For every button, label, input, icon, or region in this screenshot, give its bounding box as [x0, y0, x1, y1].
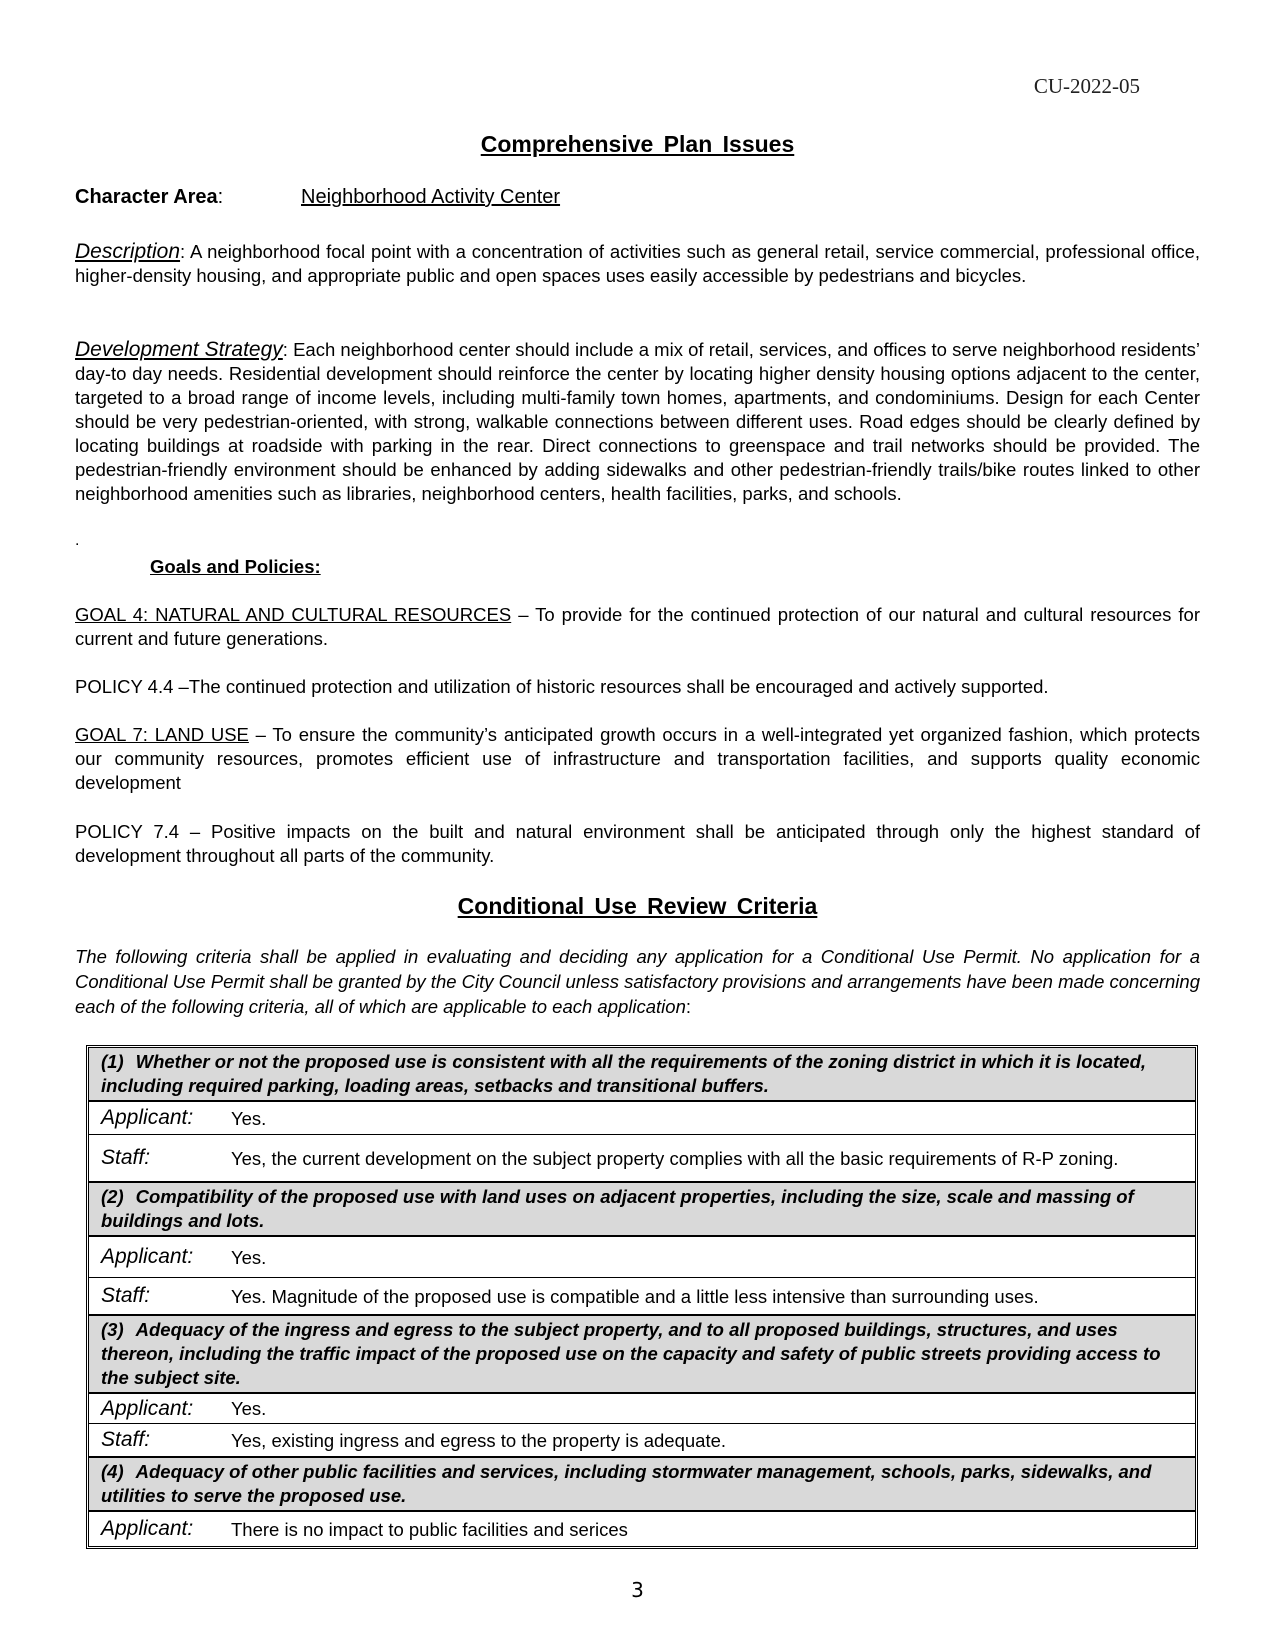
criterion-2-text: Compatibility of the proposed use with land uses on adjacent properties, including the size, scale and massing of buildings and lots. — [101, 1186, 1134, 1231]
criterion-1-number: (1) — [101, 1051, 124, 1072]
goal-7-title: GOAL 7: LAND USE — [75, 724, 249, 745]
criterion-1 — [89, 1048, 1195, 1183]
criterion-3-number: (3) — [101, 1319, 124, 1340]
criterion-3-title — [89, 1316, 1195, 1394]
goal-4-title: GOAL 4: NATURAL AND CULTURAL RESOURCES — [75, 604, 512, 625]
stray-dot: . — [75, 532, 80, 549]
applicant-response: Yes. — [231, 1107, 267, 1129]
applicant-label: Applicant: — [101, 1396, 194, 1420]
description-paragraph — [75, 240, 1200, 288]
description-label: Description — [75, 240, 181, 263]
applicant-response: Yes. — [231, 1398, 267, 1419]
staff-label: Staff: — [101, 1284, 151, 1307]
criterion-1-title — [89, 1048, 1195, 1102]
staff-label: Staff: — [101, 1428, 151, 1451]
criterion-3-applicant-row — [89, 1394, 1195, 1423]
policy-4-4: POLICY 4.4 –The continued protection and utilization of historic resources shall be encouraged and actively supported. — [75, 676, 1049, 697]
goal-4-paragraph — [75, 603, 1200, 651]
review-criteria-heading: Conditional Use Review Criteria — [457, 893, 818, 919]
criterion-4-title — [89, 1458, 1195, 1512]
criterion-1-applicant-row — [89, 1102, 1195, 1134]
criterion-2 — [89, 1183, 1195, 1316]
criterion-4-number: (4) — [101, 1461, 124, 1482]
case-number: CU-2022-05 — [1033, 74, 1140, 98]
applicant-label: Applicant: — [101, 1106, 194, 1129]
criterion-4-applicant-row — [89, 1512, 1195, 1546]
applicant-label: Applicant: — [101, 1517, 194, 1540]
criterion-2-title — [89, 1183, 1195, 1237]
criterion-2-applicant-row — [89, 1237, 1195, 1277]
goal-7-text: – To ensure the community’s anticipated growth occurs in a well-integrated yet organized fashion, which protects our community resources, promotes efficient use of infrastructure and transportation facilities, and supports quality economic development — [75, 724, 1200, 793]
applicant-response: Yes. — [231, 1246, 267, 1268]
criteria-table — [86, 1045, 1198, 1549]
policy-7-4: POLICY 7.4 – Positive impacts on the built and natural environment shall be anticipated through only the highest standard of development throughout all parts of the community. — [75, 821, 1200, 866]
criterion-3-text: Adequacy of the ingress and egress to the subject property, and to all proposed buildings, structures, and uses thereon, including the traffic impact of the proposed use on the capacity and safety of public streets providing access to the subject site. — [101, 1319, 1161, 1388]
staff-response: Yes, existing ingress and egress to the property is adequate. — [231, 1429, 727, 1451]
character-area — [75, 186, 561, 209]
intro-colon: : — [685, 996, 692, 1017]
development-strategy-label: Development Strategy — [75, 338, 283, 361]
applicant-response: There is no impact to public facilities and serices — [231, 1518, 628, 1540]
goals-policies-heading: Goals and Policies: — [150, 556, 321, 577]
character-area-colon: : — [217, 186, 224, 208]
criterion-1-staff-row — [89, 1134, 1195, 1181]
criterion-1-text: Whether or not the proposed use is consistent with all the requirements of the zoning district in which it is located, including required parking, loading areas, setbacks and transitional buffers. — [101, 1051, 1147, 1096]
criterion-3 — [89, 1316, 1195, 1458]
development-strategy-paragraph — [75, 338, 1200, 506]
criterion-2-staff-row — [89, 1277, 1195, 1314]
review-criteria-intro — [75, 944, 1200, 1019]
comprehensive-plan-heading: Comprehensive Plan Issues — [480, 131, 795, 157]
criterion-4-text: Adequacy of other public facilities and services, including stormwater management, schools, parks, sidewalks, and utilities to serve the proposed use. — [101, 1461, 1152, 1506]
page-number: 3 — [631, 1578, 644, 1602]
character-area-value: Neighborhood Activity Center — [301, 186, 561, 208]
goal-4-text: – To provide for the continued protection of our natural and cultural resources for current and future generations. — [75, 604, 1201, 649]
criterion-4 — [89, 1458, 1195, 1546]
character-area-label: Character Area — [75, 186, 218, 208]
criterion-2-number: (2) — [101, 1186, 124, 1207]
applicant-label: Applicant: — [101, 1245, 194, 1268]
staff-response: Yes, the current development on the subject property complies with all the basic requirements of R-P zoning. — [231, 1147, 1119, 1169]
staff-response: Yes. Magnitude of the proposed use is compatible and a little less intensive than surrounding uses. — [231, 1285, 1039, 1307]
description-text: : A neighborhood focal point with a concentration of activities such as general retail, service commercial, professional office, higher-density housing, and appropriate public and open spaces uses easily accessible by pedestrians and bicycles. — [75, 241, 1200, 286]
criterion-3-staff-row — [89, 1423, 1195, 1456]
staff-label: Staff: — [101, 1146, 151, 1169]
development-strategy-text: : Each neighborhood center should include a mix of retail, services, and offices to serve neighborhood residents’ day-to day needs. Residential development should reinforce the center by locating higher density housing options adjacent to the center, targeted to a broad range of income levels, including multi-family town homes, apartments, and condominiums. Design for each Center should be very pedestrian-oriented, with strong, walkable connections between different uses. Road edges should be clearly defined by locating buildings at roadside with parking in the rear. Direct connections to greenspace and trail networks should be provided. The pedestrian-friendly environment should be enhanced by adding sidewalks and other pedestrian-friendly trails/bike routes linked to other neighborhood amenities such as libraries, neighborhood centers, health facilities, parks, and schools. — [75, 339, 1200, 504]
intro-text: The following criteria shall be applied in evaluating and deciding any application for a Conditional Use Permit. No application for a Conditional Use Permit shall be granted by the City Council unless satisfactory provisions and arrangements have been made concerning each of the following criteria, all of which are applicable to each application — [75, 946, 1200, 1017]
goal-7-paragraph — [75, 723, 1200, 795]
